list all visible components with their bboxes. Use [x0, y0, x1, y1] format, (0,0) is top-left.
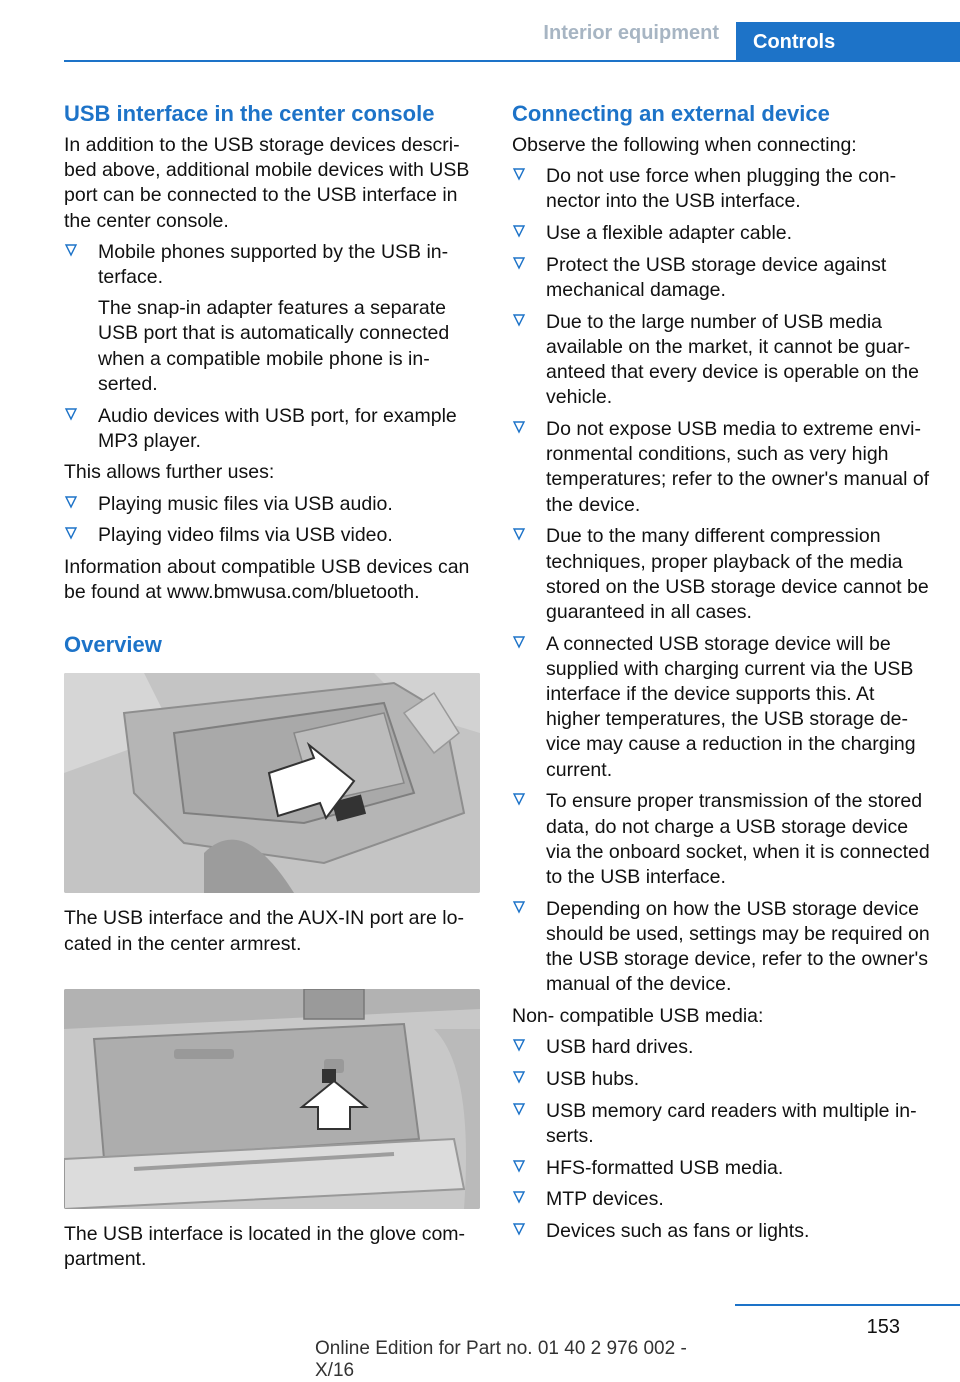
triangle-bullet-icon [512, 224, 526, 238]
triangle-bullet-icon [512, 420, 526, 434]
list-item-text: Use a flexible adapter cable. [546, 222, 793, 245]
list-item-text: Audio devices with USB port, for example MP3 player. [98, 404, 457, 452]
compatibility-info: Information about compatible USB devices can be found at www.bmwusa.com/bluetooth. [64, 556, 470, 604]
triangle-bullet-icon [512, 900, 526, 914]
further-uses-label: This allows further uses: [64, 461, 275, 484]
triangle-bullet-icon [512, 1038, 526, 1052]
triangle-bullet-icon [512, 1159, 526, 1173]
right-column [512, 100, 932, 1251]
list-item-text: A connected USB storage device will be supplied with charging current via the USB interface if the device supports this. At higher temperatures, the USB storage de-vice may cause a reduction in the charging current. [546, 632, 916, 781]
connecting-device-heading: Connecting an external device [512, 101, 830, 126]
list-item-text: To ensure proper transmission of the stored data, do not charge a USB storage device via the onboard socket, when it is connected to the USB interface. [546, 790, 930, 888]
triangle-bullet-icon [512, 313, 526, 327]
triangle-bullet-icon [512, 635, 526, 649]
triangle-bullet-icon [64, 407, 78, 421]
list-item-text: USB hard drives. [546, 1036, 694, 1059]
list-item [512, 897, 932, 998]
list-item-text: MTP devices. [546, 1188, 664, 1211]
list-item [512, 417, 932, 518]
list-item [512, 632, 932, 783]
left-intro: In addition to the USB storage devices descri-bed above, additional mobile devices with USB port can be connected to the USB interface in the center console. [64, 134, 470, 232]
list-item-text: Protect the USB storage device against mechanical damage. [546, 253, 887, 302]
list-item-text: Playing music files via USB audio. [98, 492, 393, 515]
section-title: Interior equipment [543, 22, 719, 44]
list-item [512, 1035, 932, 1060]
list-item [512, 1187, 932, 1212]
triangle-bullet-icon [64, 243, 78, 257]
triangle-bullet-icon [512, 527, 526, 541]
list-item [512, 789, 932, 890]
triangle-bullet-icon [512, 1190, 526, 1204]
armrest-usb-illustration [64, 673, 480, 893]
list-item-text: Playing video films via USB video. [98, 524, 393, 547]
list-item-text: HFS-formatted USB media. [546, 1156, 784, 1179]
list-item [512, 164, 932, 214]
right-intro: Observe the following when connecting: [512, 134, 857, 156]
list-item-text: USB memory card readers with multiple in-serts. [546, 1099, 917, 1147]
page-header [0, 0, 960, 62]
triangle-bullet-icon [64, 526, 78, 540]
list-item-text: Depending on how the USB storage device should be used, settings may be required on the USB storage device, refer to the owner's manual of the device. [546, 897, 930, 996]
edition-footer: Online Edition for Part no. 01 40 2 976 002 - X/16 [315, 1338, 687, 1381]
list-item [64, 404, 482, 454]
glovebox-caption: The USB interface is located in the glove com-partment. [64, 1222, 466, 1271]
triangle-bullet-icon [512, 167, 526, 181]
chapter-tab: Controls [736, 22, 960, 62]
glovebox-drawing [64, 989, 480, 1209]
noncompatible-media-list [512, 1035, 932, 1244]
list-item [512, 310, 932, 411]
list-item-text: Do not use force when plugging the con-nector into the USB interface. [546, 165, 897, 213]
list-item [512, 221, 932, 246]
further-uses-list [64, 492, 482, 549]
list-item-subtext: The snap-in adapter features a separate USB port that is automatically connected when a compatible mobile phone is in-serted. [98, 297, 450, 395]
supported-devices-list [64, 240, 482, 454]
triangle-bullet-icon [512, 1070, 526, 1084]
page-number: 153 [866, 1316, 900, 1338]
list-item [64, 523, 482, 548]
list-item [512, 1099, 932, 1149]
overview-heading: Overview [64, 632, 162, 658]
list-item-text: Due to the many different compression techniques, proper playback of the media stored on the USB storage device cannot be guaranteed in all cases. [546, 525, 929, 623]
list-item [512, 1067, 932, 1092]
armrest-caption: The USB interface and the AUX-IN port are lo-cated in the center armrest. [64, 907, 464, 955]
list-item-text: Devices such as fans or lights. [546, 1219, 810, 1242]
triangle-bullet-icon [512, 1102, 526, 1116]
triangle-bullet-icon [512, 1222, 526, 1236]
list-item [512, 1219, 932, 1244]
connection-notes-list [512, 164, 932, 997]
list-item [512, 253, 932, 303]
list-item [512, 524, 932, 625]
triangle-bullet-icon [64, 495, 78, 509]
triangle-bullet-icon [512, 792, 526, 806]
list-item [512, 1156, 932, 1181]
triangle-bullet-icon [512, 256, 526, 270]
header-rule [64, 60, 960, 62]
footer-rule [735, 1304, 960, 1306]
armrest-drawing [64, 673, 480, 893]
left-column [64, 100, 482, 1278]
list-item-text: Do not expose USB media to extreme envi-ronmental conditions, such as very high temperatures; refer to the owner's manual of the device. [546, 418, 930, 516]
list-item [64, 492, 482, 517]
list-item-text: USB hubs. [546, 1067, 640, 1090]
noncompatible-label: Non- compatible USB media: [512, 1005, 764, 1027]
list-item-text: Mobile phones supported by the USB in-terface. [98, 240, 449, 289]
usb-center-console-heading: USB interface in the center console [64, 101, 435, 126]
list-item [64, 240, 482, 397]
list-item-text: Due to the large number of USB media available on the market, it cannot be guar-anteed that every device is operable on the vehicle. [546, 310, 919, 409]
glovebox-usb-illustration [64, 989, 480, 1209]
